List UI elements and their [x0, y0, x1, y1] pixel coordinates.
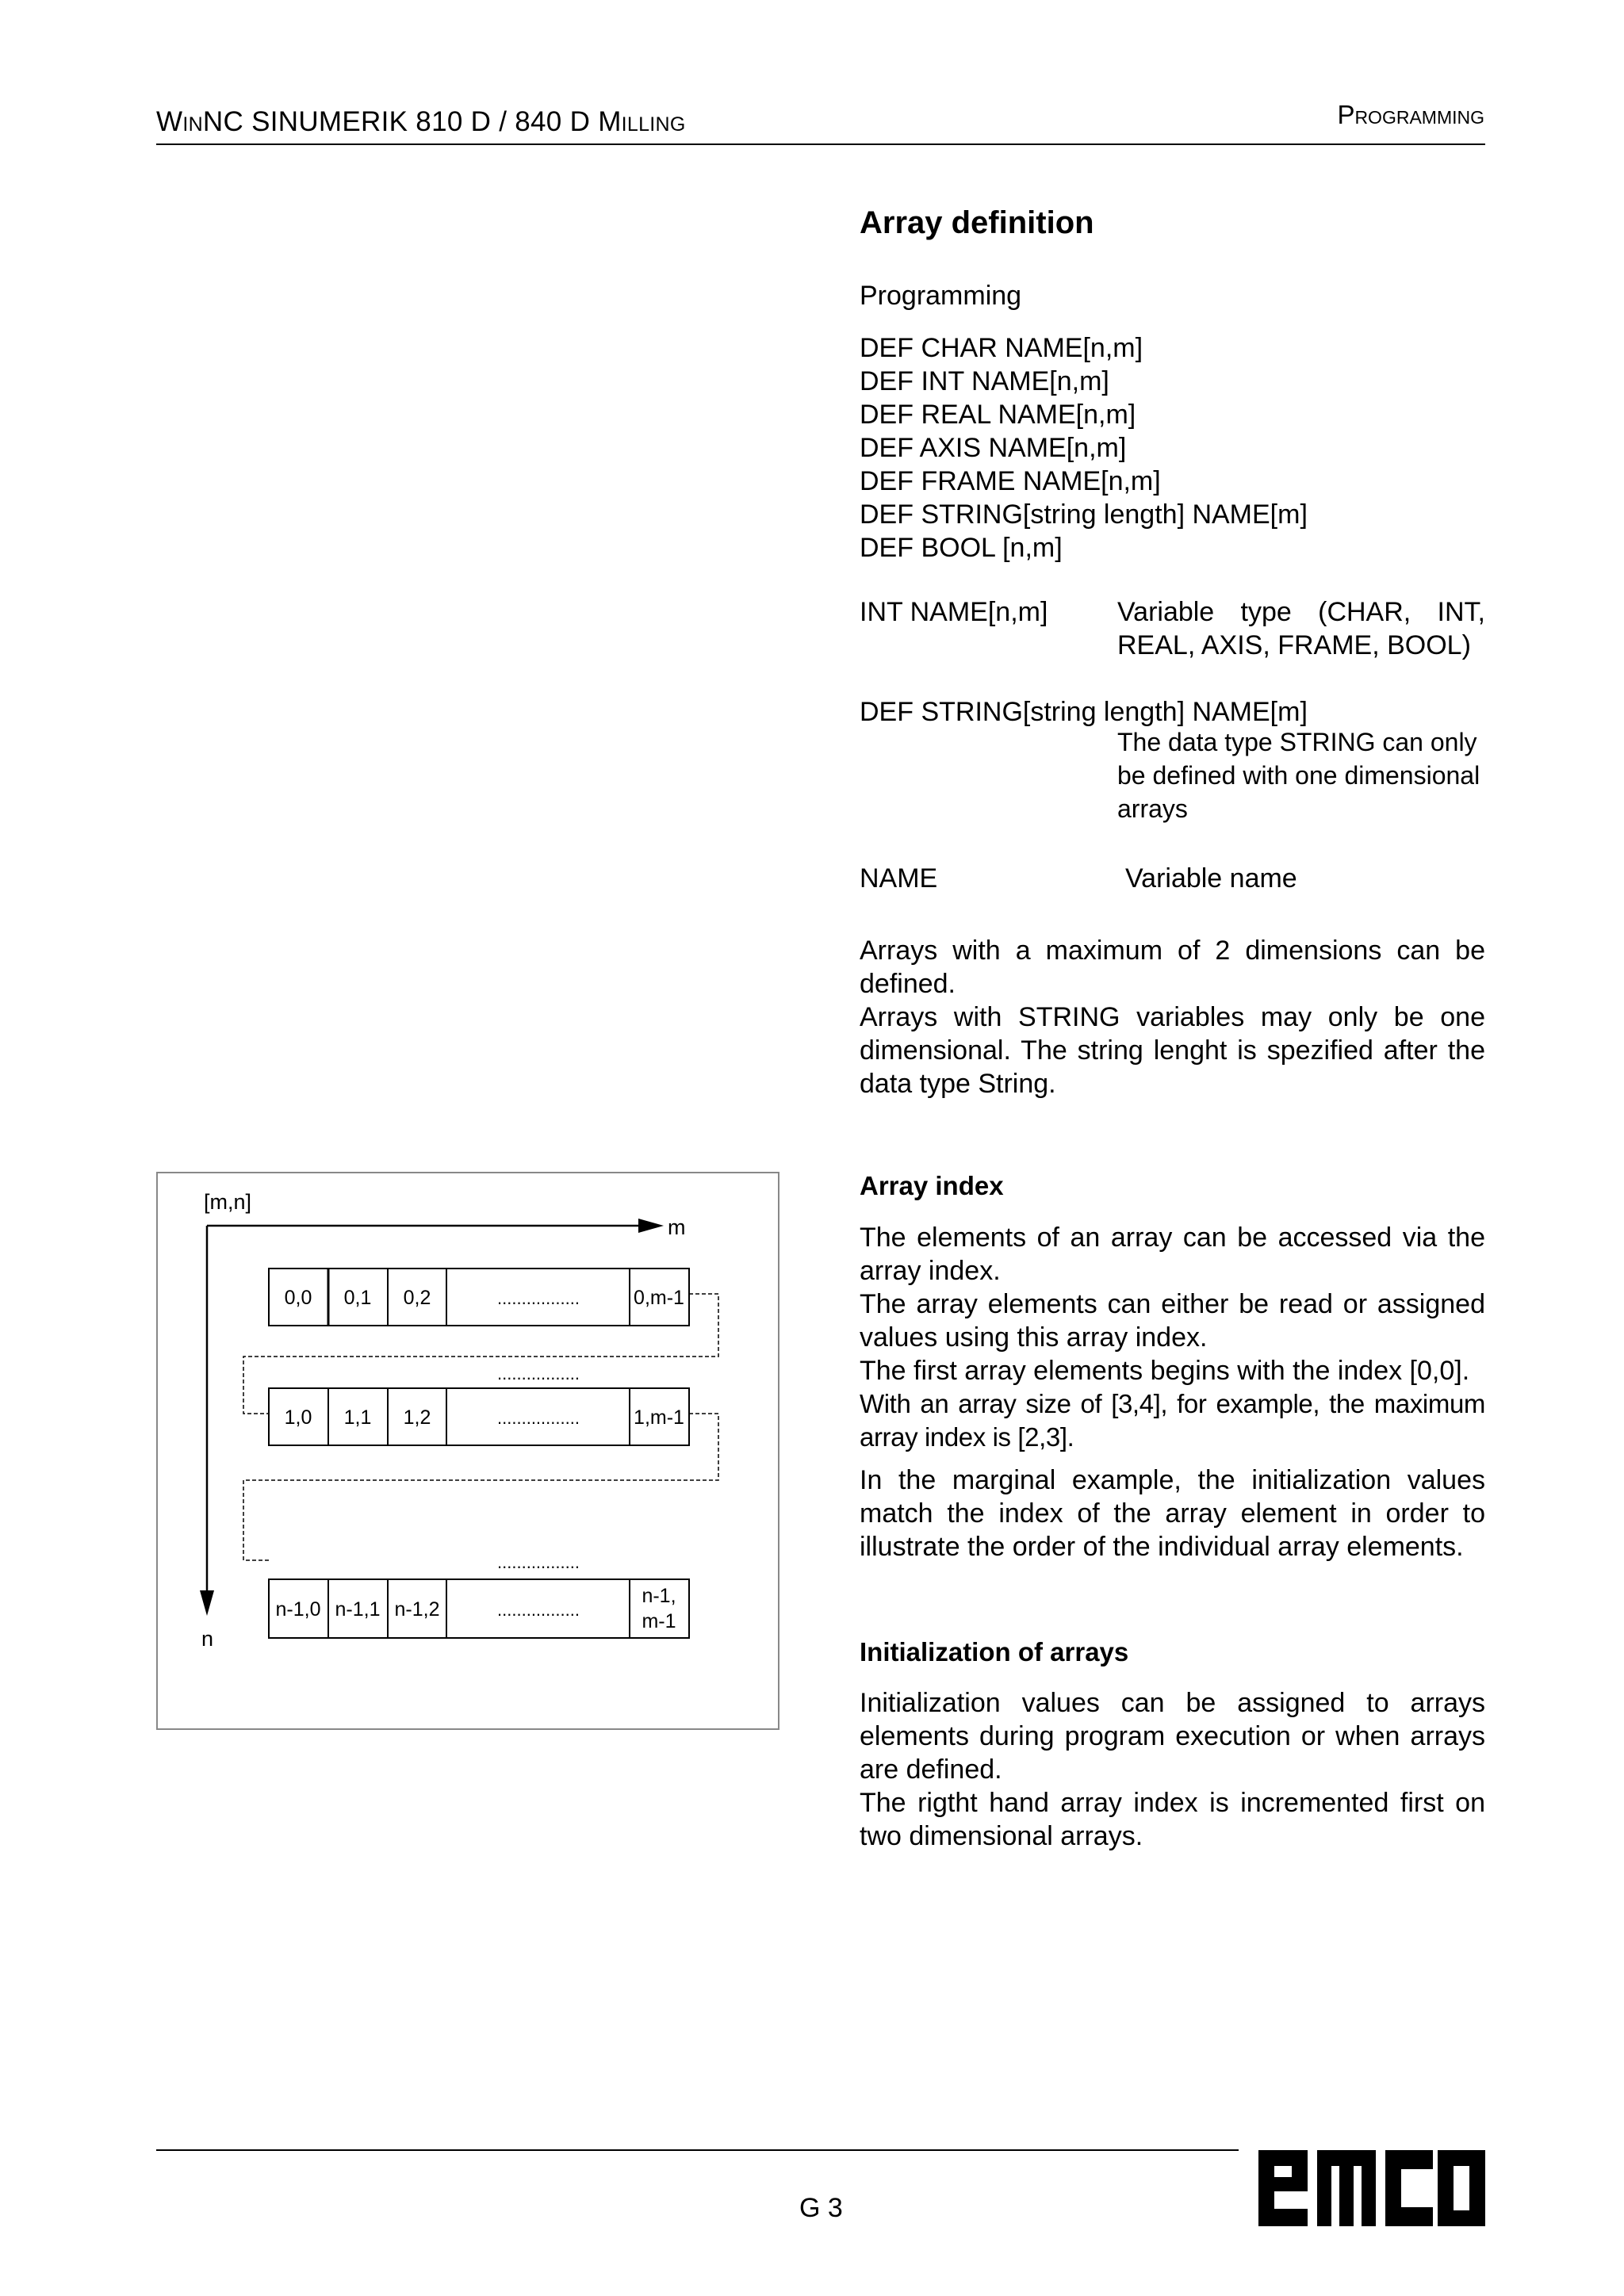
n-axis-arrow [200, 1226, 214, 1616]
paragraph: The array elements can either be read or assigned values using this array index. [860, 1289, 1485, 1353]
array-cell: 0,1 [343, 1287, 372, 1309]
code-line: DEF REAL NAME[n,m] [860, 400, 1136, 430]
definition-term: NAME [860, 863, 938, 894]
header-title-left: WinNC SINUMERIK 810 D / 840 D Milling [156, 106, 686, 137]
heading-array-index: Array index [860, 1171, 1004, 1200]
array-cell: 1,2 [403, 1406, 431, 1429]
dots: ................. [497, 1288, 580, 1308]
paragraph: Arrays with a maximum of 2 dimensions can be defined. [860, 936, 1485, 999]
definition-string [860, 695, 1485, 825]
heading-initialization: Initialization of arrays [860, 1637, 1129, 1667]
header-rule [156, 144, 1485, 145]
array-cell: 0,m-1 [634, 1287, 684, 1309]
code-block [860, 331, 1485, 564]
header-title-right: Programming [1337, 100, 1484, 129]
array-cell: 0,0 [284, 1287, 312, 1309]
array-cell: m-1 [642, 1610, 676, 1632]
corner-label: [m,n] [204, 1190, 252, 1214]
definition-desc: The data type STRING can only be defined with one dimensional arrays [1117, 728, 1480, 823]
code-line: DEF CHAR NAME[n,m] [860, 333, 1143, 363]
emco-logo [1258, 2150, 1485, 2226]
array-row-0 [269, 1269, 689, 1326]
paragraph: The rigtht hand array index is incremented first on two dimensional arrays. [860, 1788, 1485, 1851]
paragraph: Initialization values can be assigned to arrays elements during program execution or when arrays are defined. [860, 1688, 1485, 1785]
paragraph: With an array size of [3,4], for example, the maximum array index is [2,3]. [860, 1389, 1485, 1452]
m-axis-label: m [668, 1215, 686, 1239]
definition-term: INT NAME[n,m] [860, 597, 1048, 627]
paragraph-dimensions [860, 934, 1485, 1100]
dots: ................. [497, 1408, 580, 1428]
code-line: DEF BOOL [n,m] [860, 533, 1063, 563]
definition-name [860, 862, 1485, 895]
code-line: DEF INT NAME[n,m] [860, 366, 1109, 396]
array-cell: 1,0 [284, 1406, 312, 1429]
paragraph-array-index [860, 1221, 1485, 1563]
paragraph-initialization [860, 1686, 1485, 1853]
definition-int [860, 595, 1485, 662]
array-diagram [156, 1172, 779, 1730]
code-line: DEF STRING[string length] NAME[m] [860, 499, 1308, 530]
paragraph: Arrays with STRING variables may only be one dimensional. The string lenght is spezified after the data type String. [860, 1002, 1485, 1099]
definition-term: DEF STRING[string length] NAME[m] [860, 697, 1308, 727]
intro-programming: Programming [860, 281, 1022, 311]
array-cell: n-1,2 [394, 1598, 440, 1621]
dots: ................. [497, 1600, 580, 1620]
definition-desc: Variable type (CHAR, INT, REAL, AXIS, FRAME, BOOL) [1117, 597, 1485, 660]
footer-rule [156, 2149, 1239, 2151]
n-axis-label: n [201, 1627, 214, 1651]
array-row-last [269, 1579, 689, 1638]
array-cell: 1,m-1 [634, 1406, 684, 1429]
page-number: G 3 [799, 2193, 843, 2223]
array-cell: 0,2 [403, 1287, 431, 1309]
array-cell: 1,1 [343, 1406, 372, 1429]
array-row-1 [269, 1388, 689, 1445]
paragraph: The first array elements begins with the index [0,0]. [860, 1356, 1470, 1386]
dots: ................. [497, 1552, 580, 1572]
array-cell: n-1,0 [275, 1598, 321, 1621]
dots: ................. [497, 1364, 580, 1383]
heading-array-definition: Array definition [860, 205, 1094, 240]
diagram-frame [157, 1173, 779, 1729]
paragraph: In the marginal example, the initialization values match the index of the array element in order to illustrate the order of the individual array elements. [860, 1465, 1485, 1562]
code-line: DEF AXIS NAME[n,m] [860, 433, 1127, 463]
array-cell: n-1, [642, 1585, 676, 1607]
paragraph: The elements of an array can be accessed via the array index. [860, 1223, 1485, 1286]
array-cell: n-1,1 [335, 1598, 381, 1621]
code-line: DEF FRAME NAME[n,m] [860, 466, 1161, 496]
m-axis-arrow [207, 1219, 664, 1233]
definition-desc: Variable name [1125, 863, 1297, 894]
